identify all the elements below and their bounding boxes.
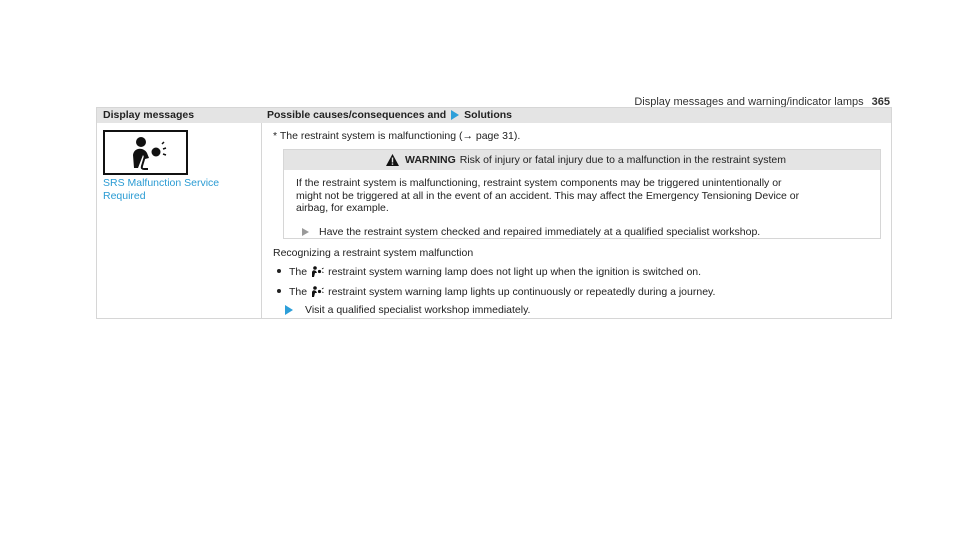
warning-header [284,150,880,170]
header-title: Display messages and warning/indicator lamps [634,96,864,108]
warning-title: WARNING [405,154,456,166]
warning-action [296,226,873,239]
table-header [97,108,891,123]
airbag-warning-icon [311,266,324,277]
warning-box [283,149,881,239]
message-line-2: Required [103,190,146,202]
display-message [103,177,219,203]
recognizing-heading: Recognizing a restraint system malfunction [273,247,474,259]
page-number: 365 [871,96,890,108]
airbag-warning-icon [311,286,324,297]
bullet-text-b: restraint system warning lamp lights up continuously or repeatedly during a journey. [328,286,716,298]
warning-action-text: Have the restraint system checked and repaired immediately at a qualified specialist workshop. [319,225,761,238]
col-display-messages: Display messages [103,109,195,121]
bullet-dot [277,269,281,273]
list-item [277,286,715,298]
play-arrow-icon [451,110,459,120]
col2-header-text: Possible causes/consequences and [267,109,447,121]
warning-line-1: If the restraint system is malfunctioning, restraint system components may be triggered unintentionally or [296,177,782,189]
col-causes-solutions [267,109,512,121]
visit-instruction [285,304,530,316]
column-divider [261,123,262,318]
warning-triangle-icon [386,154,399,166]
warning-body [284,170,880,238]
bullet-dot [277,289,281,293]
airbag-warning-icon [105,132,186,173]
cause-text: * The restraint system is malfunctioning (→ page 31). [273,130,521,142]
warning-subtitle: Risk of injury or fatal injury due to a malfunction in the restraint system [459,154,786,166]
bullet-text-a: The [289,286,308,298]
action-arrow-icon [302,228,309,236]
play-arrow-icon [285,305,293,315]
bullet-text-b: restraint system warning lamp does not light up when the ignition is switched on. [328,266,702,278]
message-line-1: SRS Malfunction Service [103,177,220,189]
visit-text: Visit a qualified specialist workshop immediately. [305,304,531,316]
warning-line-3: airbag, for example. [296,202,389,214]
message-table [96,107,892,319]
list-item [277,266,701,278]
warning-line-2: might not be triggered at all in the event of an accident. This may affect the Emergency Tensioning Device or [296,189,800,202]
col2-solutions-text: Solutions [464,109,513,121]
bullet-text-a: The [289,266,308,278]
airbag-warning-lamp [103,130,188,175]
